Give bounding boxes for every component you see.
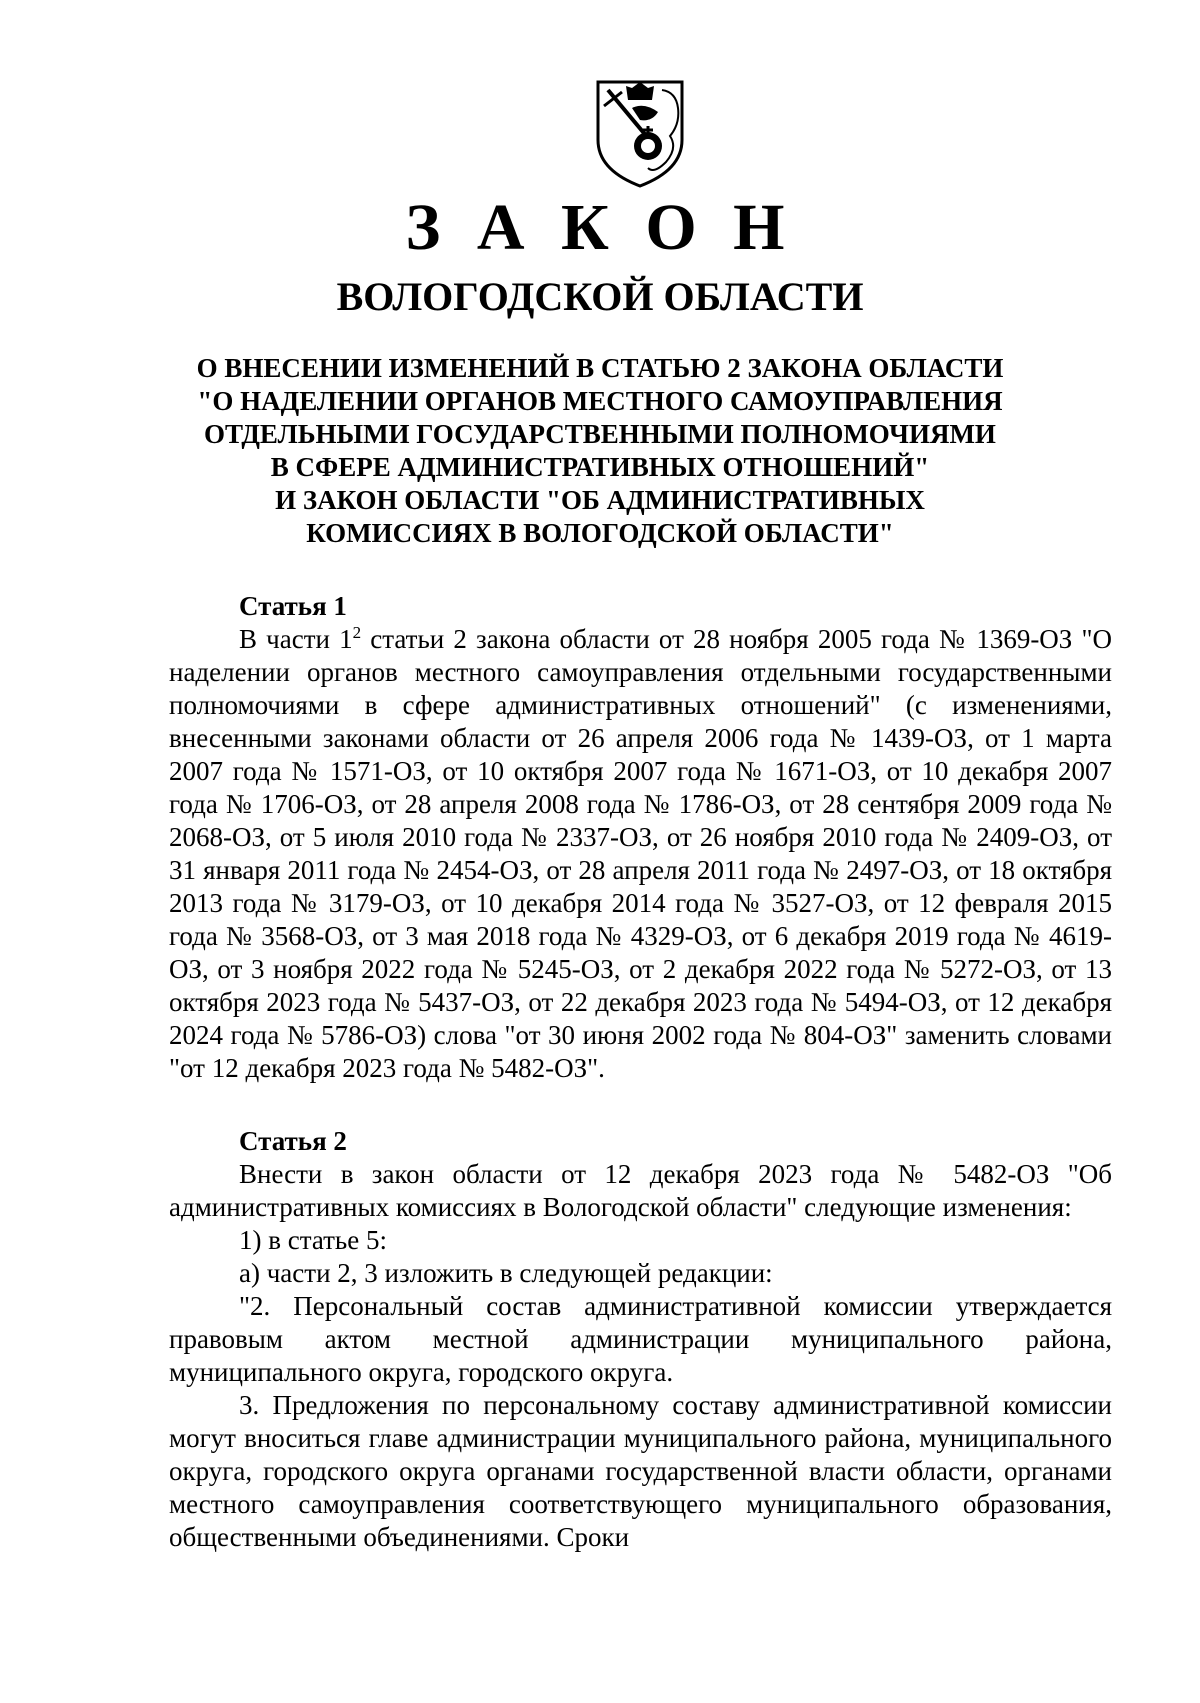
article-2-paragraph: 3. Предложения по персональному составу административной комиссии могут вноситься главе администрации муниципального района, муниципального округа, городского округа органами государственной власти области, органами местного самоуправления соответствующего муниципального образования, общественными объединениями. Сроки <box>169 1390 1112 1552</box>
law-heading <box>150 352 1050 550</box>
article-1-text <box>169 623 1112 1085</box>
article-1-text-rest: статьи 2 закона области от 28 ноября 2005 года № 1369-ОЗ "О наделении органов местного самоуправления отдельными государственными полномочиями в сфере административных отношений" (с изменениями, внесенными законами области от 26 апреля 2006 года № 1439-ОЗ, от 1 марта 2007 года № 1571-ОЗ, от 10 октября 2007 года № 1671-ОЗ, от 10 декабря 2007 года № 1706-ОЗ, от 28 апреля 2008 года № 1786-ОЗ, от 28 сентября 2009 года № 2068-ОЗ, от 5 июля 2010 года № 2337-ОЗ, от 26 ноября 2010 года № 2409-ОЗ, от 31 января 2011 года № 2454-ОЗ, от 28 апреля 2011 года № 2497-ОЗ, от 18 октября 2013 года № 3179-ОЗ, от 10 декабря 2014 года № 3527-ОЗ, от 12 февраля 2015 года № 3568-ОЗ, от 3 мая 2018 года № 4329-ОЗ, от 6 декабря 2019 года № 4619-ОЗ, от 3 ноября 2022 года № 5245-ОЗ, от 2 декабря 2022 года № 5272-ОЗ, от 13 октября 2023 года № 5437-ОЗ, от 22 декабря 2023 года № 5494-ОЗ, от 12 декабря 2024 года № 5786-ОЗ) слова "от 30 июня 2002 года № 804-ОЗ" заменить словами "от 12 декабря 2023 года № 5482-ОЗ". <box>169 624 1113 1083</box>
article-2-title: Статья 2 <box>239 1126 347 1156</box>
heading-line: О ВНЕСЕНИИ ИЗМЕНЕНИЙ В СТАТЬЮ 2 ЗАКОНА ОБЛАСТИ <box>196 353 1004 383</box>
article-2 <box>169 1125 1112 1554</box>
article-2-paragraph: Внести в закон области от 12 декабря 2023 года № 5482-ОЗ "Об административных комиссиях в Вологодской области" следующие изменения: <box>169 1159 1112 1222</box>
article-2-paragraph: а) части 2, 3 изложить в следующей редакции: <box>239 1258 773 1288</box>
vologda-coat-of-arms-icon <box>592 78 688 190</box>
heading-line: ОТДЕЛЬНЫМИ ГОСУДАРСТВЕННЫМИ ПОЛНОМОЧИЯМИ <box>204 419 996 449</box>
heading-line: "О НАДЕЛЕНИИ ОРГАНОВ МЕСТНОГО САМОУПРАВЛЕНИЯ <box>197 386 1003 416</box>
document-subtitle: ВОЛОГОДСКОЙ ОБЛАСТИ <box>336 274 864 319</box>
heading-line: И ЗАКОН ОБЛАСТИ "ОБ АДМИНИСТРАТИВНЫХ <box>275 485 925 515</box>
heading-line: В СФЕРЕ АДМИНИСТРАТИВНЫХ ОТНОШЕНИЙ" <box>270 452 930 482</box>
article-1 <box>169 590 1112 1085</box>
heading-line: КОМИССИЯХ В ВОЛОГОДСКОЙ ОБЛАСТИ" <box>306 518 894 548</box>
article-1-title: Статья 1 <box>239 591 347 621</box>
article-1-superscript: 2 <box>352 623 362 642</box>
article-2-paragraph: "2. Персональный состав административной комиссии утверждается правовым актом местной администрации муниципального района, муниципального округа, городского округа. <box>169 1291 1112 1387</box>
document-title: З А К О Н <box>405 191 795 264</box>
article-2-paragraph: 1) в статье 5: <box>239 1225 387 1255</box>
article-1-text-start: В части 1 <box>239 624 353 654</box>
